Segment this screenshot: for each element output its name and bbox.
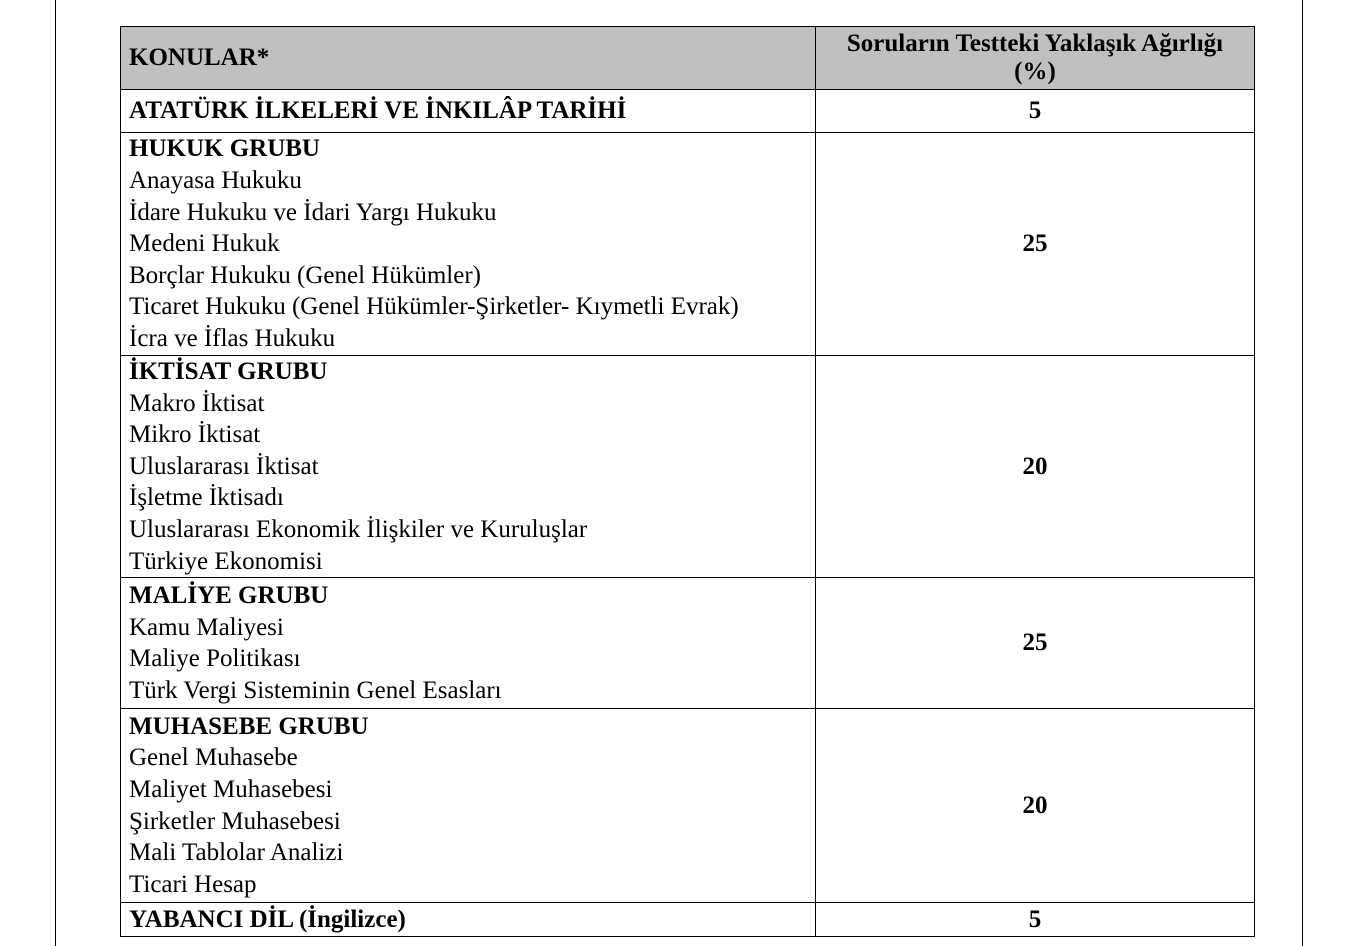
header-topics: KONULAR* <box>121 27 816 90</box>
topic-cell <box>121 90 816 133</box>
topic-title: MALİYE GRUBU <box>129 581 329 609</box>
topic-item: Mali Tablolar Analizi <box>129 839 344 867</box>
table-row-yabanci-dil <box>121 903 1255 937</box>
topic-item: Kamu Maliyesi <box>129 613 284 641</box>
topic-title: ATATÜRK İLKELERİ VE İNKILÂP TARİHİ <box>129 97 627 125</box>
topic-item: Uluslararası Ekonomik İlişkiler ve Kuruluşlar <box>129 515 588 543</box>
topic-cell <box>121 903 816 937</box>
topic-title: İKTİSAT GRUBU <box>129 358 328 385</box>
topic-item: Mikro İktisat <box>129 421 261 449</box>
page-border-right <box>1302 0 1303 946</box>
header-weight-line1: Soruların Testteki Yaklaşık Ağırlığı <box>846 30 1224 57</box>
topic-item: Ticari Hesap <box>129 870 257 898</box>
topic-cell <box>121 709 816 903</box>
weight-value: 20 <box>816 709 1255 903</box>
table-row-ataturk <box>121 90 1255 133</box>
topic-item: Türk Vergi Sisteminin Genel Esasları <box>129 676 502 704</box>
topic-cell <box>121 578 816 709</box>
topic-item: Ticaret Hukuku (Genel Hükümler-Şirketler- Kıymetli Evrak) <box>129 293 739 321</box>
header-weight-line2: (%) <box>1014 58 1056 85</box>
table-row-muhasebe <box>121 709 1255 903</box>
topic-item: İcra ve İflas Hukuku <box>129 324 336 352</box>
topic-title: MUHASEBE GRUBU <box>129 712 369 740</box>
table-header-row <box>121 27 1255 90</box>
topic-item: Şirketler Muhasebesi <box>129 807 341 835</box>
weight-value: 25 <box>816 578 1255 709</box>
topic-item: Uluslararası İktisat <box>129 452 319 480</box>
topic-item: İşletme İktisadı <box>129 484 284 512</box>
header-weight <box>816 27 1255 90</box>
table-row-hukuk <box>121 133 1255 356</box>
topic-item: Makro İktisat <box>129 389 265 417</box>
topic-item: Medeni Hukuk <box>129 230 280 258</box>
topic-title: HUKUK GRUBU <box>129 135 320 163</box>
topic-item: Türkiye Ekonomisi <box>129 547 323 575</box>
topic-title: YABANCI DİL (İngilizce) <box>129 905 406 933</box>
weight-value: 25 <box>816 133 1255 356</box>
subjects-weight-table <box>120 26 1255 937</box>
table-row-maliye <box>121 578 1255 709</box>
topic-item: Borçlar Hukuku (Genel Hükümler) <box>129 261 481 289</box>
topic-item: Genel Muhasebe <box>129 744 298 772</box>
table-row-iktisat <box>121 356 1255 578</box>
weight-value: 5 <box>816 903 1255 937</box>
weight-value: 5 <box>816 90 1255 133</box>
topic-cell <box>121 133 816 356</box>
topic-cell <box>121 356 816 578</box>
topic-item: Anayasa Hukuku <box>129 167 302 195</box>
page-border-left <box>55 0 56 946</box>
weight-value: 20 <box>816 356 1255 578</box>
topic-item: Maliye Politikası <box>129 645 301 673</box>
topic-item: İdare Hukuku ve İdari Yargı Hukuku <box>129 198 497 226</box>
topic-item: Maliyet Muhasebesi <box>129 776 333 804</box>
